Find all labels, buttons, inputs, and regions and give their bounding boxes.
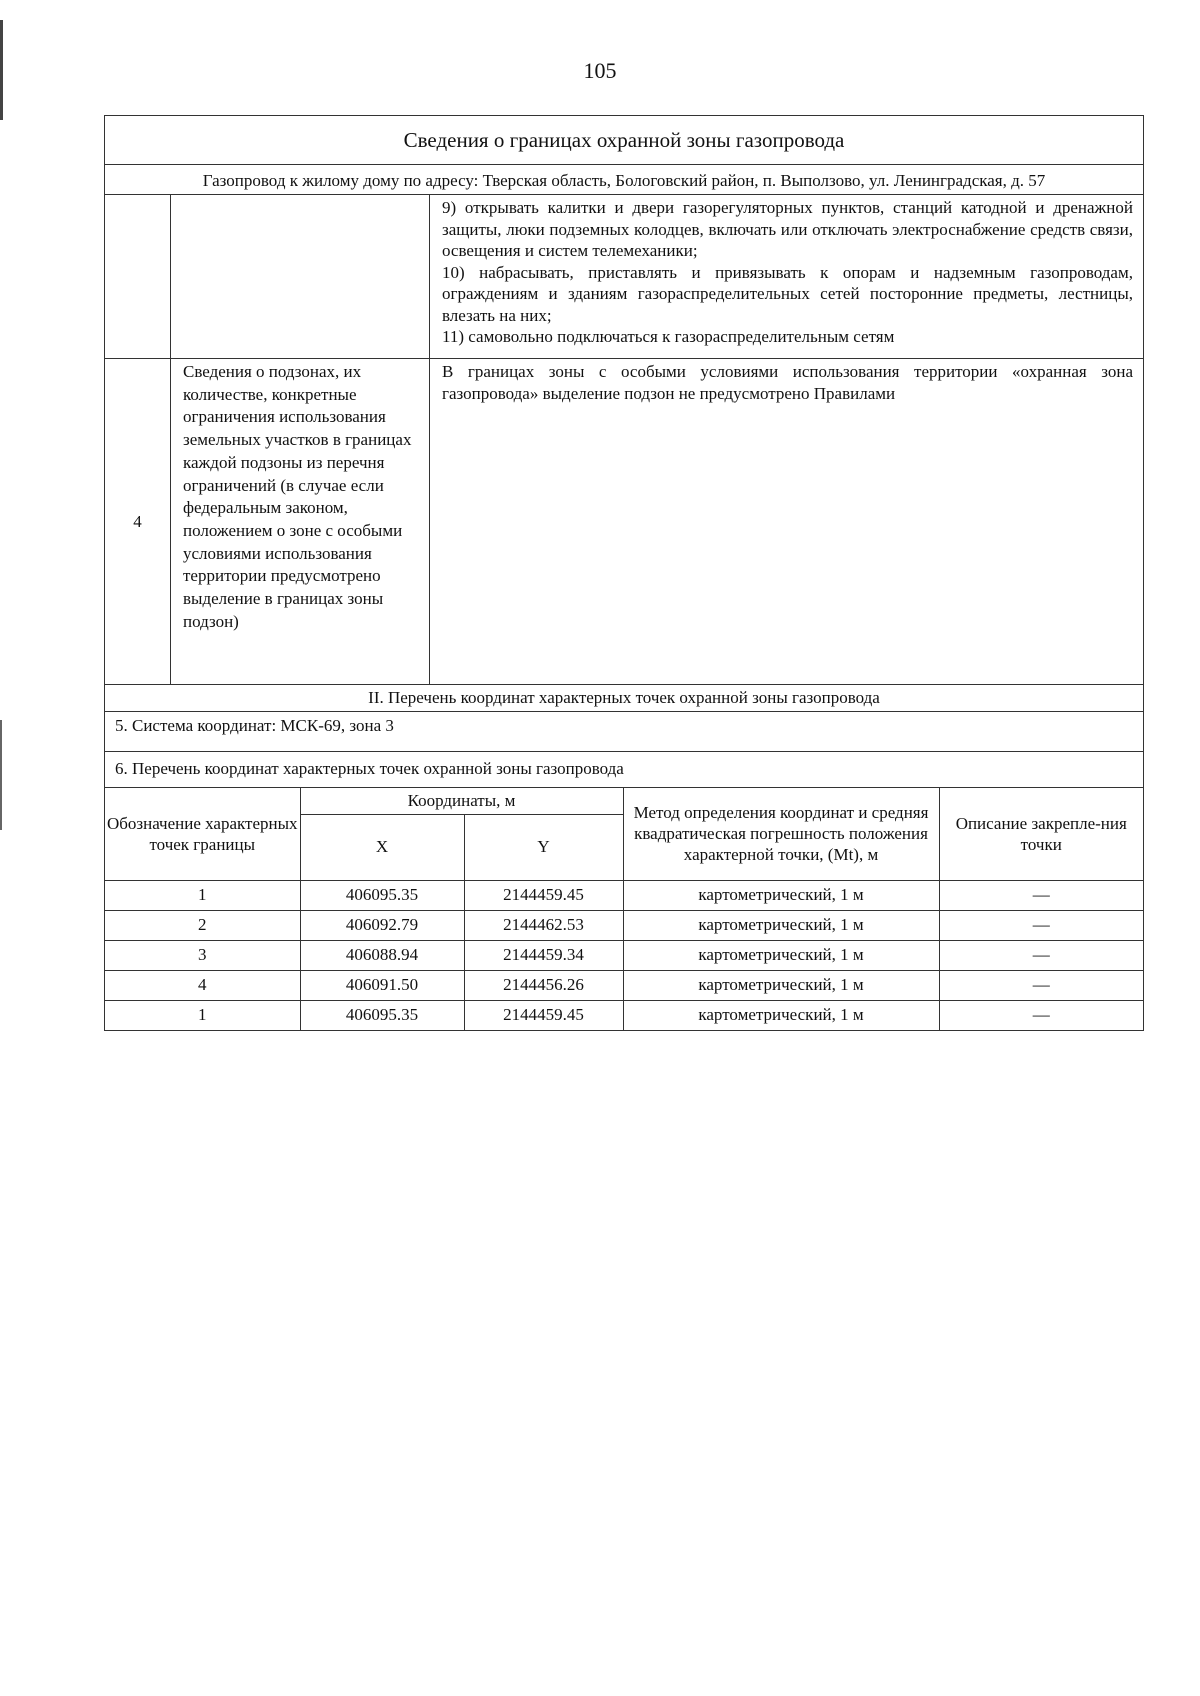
header-description: Описание закрепле-ния точки: [939, 788, 1143, 880]
cell-description: —: [939, 970, 1143, 1000]
page-number: 105: [583, 58, 617, 83]
cell-y: 2144462.53: [464, 910, 623, 940]
cell-point: 3: [105, 940, 300, 970]
cell-x: 406092.79: [300, 910, 464, 940]
cell-y: 2144459.34: [464, 940, 623, 970]
coordinates-table: [105, 788, 1143, 1030]
cell-point: 2: [105, 910, 300, 940]
document-title: Сведения о границах охранной зоны газопровода: [105, 116, 1143, 165]
coordinates-list-title: 6. Перечень координат характерных точек охранной зоны газопровода: [105, 752, 1143, 788]
table-row: [105, 1000, 1143, 1030]
section-ii-heading: II. Перечень координат характерных точек охранной зоны газопровода: [105, 685, 1143, 712]
restriction-item-11: 11) самовольно подключаться к газораспределительным сетям: [442, 327, 895, 346]
table-row: [105, 880, 1143, 910]
object-address: Газопровод к жилому дому по адресу: Тверская область, Бологовский район, п. Выползово, ул. Ленинградская, д. 57: [105, 165, 1143, 195]
restrictions-list: [430, 195, 1143, 358]
restrictions-continued-row: [105, 195, 1143, 359]
cell-description: —: [939, 880, 1143, 910]
cell-y: 2144456.26: [464, 970, 623, 1000]
cell-y: 2144459.45: [464, 880, 623, 910]
cell-method: картометрический, 1 м: [623, 940, 939, 970]
cell-description: —: [939, 1000, 1143, 1030]
table-row: [105, 970, 1143, 1000]
cell-method: картометрический, 1 м: [623, 970, 939, 1000]
coordinate-system: 5. Система координат: МСК-69, зона 3: [105, 712, 1143, 752]
subzones-row: [105, 359, 1143, 685]
cell-point: 1: [105, 1000, 300, 1030]
cell-x: 406095.35: [300, 880, 464, 910]
header-x: X: [300, 814, 464, 880]
cell-y: 2144459.45: [464, 1000, 623, 1030]
cell-x: 406088.94: [300, 940, 464, 970]
header-y: Y: [464, 814, 623, 880]
table-row: [105, 940, 1143, 970]
subzones-label: Сведения о подзонах, их количестве, конкретные ограничения использования земельных участков в границах каждой подзоны из перечня ограничений (в случае если федеральным законом, положением о зоне с особыми условиями использования территории предусмотрено выделение в границах зоны подзон): [171, 359, 430, 684]
row-number-cell: [105, 195, 171, 358]
cell-x: 406095.35: [300, 1000, 464, 1030]
cell-method: картометрический, 1 м: [623, 910, 939, 940]
row-label-cell: [171, 195, 430, 358]
document-table: [104, 115, 1144, 1031]
subzones-value: В границах зоны с особыми условиями использования территории «охранная зона газопровода» выделение подзон не предусмотрено Правилами: [442, 362, 1133, 403]
cell-description: —: [939, 940, 1143, 970]
cell-x: 406091.50: [300, 970, 464, 1000]
scan-edge-mark: [0, 720, 2, 830]
cell-method: картометрический, 1 м: [623, 1000, 939, 1030]
header-coords: Координаты, м: [300, 788, 623, 814]
restriction-item-9: 9) открывать калитки и двери газорегуляторных пунктов, станций катодной и дренажной защиты, люки подземных колодцев, включать или отключать электроснабжение средств связи, освещения и систем телемеханики;: [442, 198, 1133, 260]
header-method: Метод определения координат и средняя квадратическая погрешность положения характерной точки, (Mt), м: [623, 788, 939, 880]
cell-point: 1: [105, 880, 300, 910]
cell-method: картометрический, 1 м: [623, 880, 939, 910]
table-row: [105, 910, 1143, 940]
row-number: 4: [105, 359, 171, 684]
restriction-item-10: 10) набрасывать, приставлять и привязывать к опорам и надземным газопроводам, ограждениям и зданиям газораспределительных сетей посторонние предметы, лестницы, влезать на них;: [442, 262, 1133, 325]
cell-description: —: [939, 910, 1143, 940]
header-point: Обозначение характерных точек границы: [105, 788, 300, 880]
cell-point: 4: [105, 970, 300, 1000]
